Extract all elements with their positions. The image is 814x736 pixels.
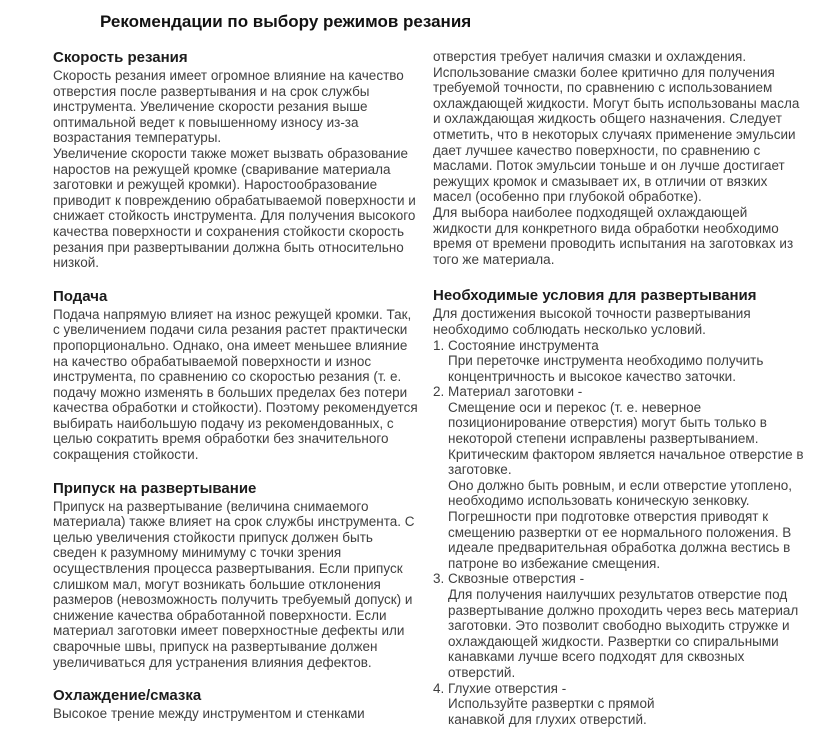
- paragraph: Для достижения высокой точности развертывания необходимо соблюдать несколько условий.: [433, 306, 751, 337]
- paragraph: При переточке инструмента необходимо получить концентричность и высокое качество заточки.: [448, 353, 764, 384]
- right-column: [433, 49, 806, 727]
- paragraph: Глухие отверстия -: [448, 680, 567, 696]
- left-column: [53, 49, 420, 722]
- paragraph: отверстия требует наличия смазки и охлаждения. Использование смазки более критично для получения требуемой точности, по сравнению с использованием охлаждающей жидкости. Могут быть использованы масла и охлаждающая жидкость общего назначения. Следует отметить, что в некоторых случаях применение эмульсии дает лучшее качество поверхности, по сравнению с маслами. Поток эмульсии тоньше и он лучше достигает режущих кромок и смазывает их, в отличии от вязких масел (особенно при глубокой обработке).: [433, 49, 800, 205]
- paragraph: Оно должно быть ровным, и если отверстие утоплено, необходимо использовать коническую зенковку. Погрешности при подготовке отверстия приводят к смещению развертки от ее нормального положения. В идеале предварительная обработка должна вестись в патроне во избежание смещения.: [448, 477, 793, 571]
- section-cooling-lubrication: [53, 687, 420, 722]
- list-item: [433, 384, 806, 571]
- list-number: 1.: [433, 337, 445, 353]
- paragraph: Для выбора наиболее подходящей охлаждающей жидкости для конкретного вида обработки необходимо время от времени проводить испытания на заготовках из того же материала.: [433, 204, 794, 267]
- section-heading: Подача: [53, 287, 108, 305]
- list-item: [433, 571, 806, 680]
- paragraph: Сквозные отверстия -: [448, 571, 585, 587]
- section-heading: Охлаждение/смазка: [53, 687, 202, 705]
- list-number: 3.: [433, 571, 445, 587]
- paragraph: Используйте развертки с прямой: [448, 696, 655, 712]
- paragraph: Скорость резания имеет огромное влияние на качество отверстия после развертывания и на срок службы инструмента. Увеличение скорости резания выше оптимальной ведет к повышенному износу из-за возрастания температуры.: [53, 68, 404, 146]
- section-cutting-speed: [53, 49, 420, 271]
- paragraph: Высокое трение между инструментом и стенками: [53, 706, 365, 722]
- paragraph: Подача напрямую влияет на износ режущей кромки. Так, с увеличением подачи сила резания растет практически пропорционально. Однако, она имеет меньшее влияние на качество обрабатываемой поверхности и износ инструмента, по сравнению со скоростью резания (т. е. подачу можно изменять в больших пределах без потери качества обработки и стойкости). Поэтому рекомендуется выбирать наибольшую подачу из рекомендованных, с целью сократить время обработки без значительного сокращения стойкости.: [53, 306, 418, 463]
- paragraph: канавкой для глухих отверстий.: [448, 711, 647, 727]
- paragraph: Увеличение скорости также может вызвать образование наростов на режущей кромке (сваривание материала заготовки и режущей кромки). Наростообразование приводит к повреждению обрабатываемой поверхности и снижает стойкость инструмента. Для получения высокого качества поверхности и сохранения стойкости скорость резания при развертывании должна быть относительно низкой.: [53, 145, 416, 271]
- section-reaming-allowance: [53, 480, 420, 671]
- section-reaming-conditions: [433, 287, 806, 727]
- paragraph: Припуск на развертывание (величина снимаемого материала) также влияет на срок службы инструмента. С целью увеличения стойкости припуск должен быть сведен к разумному минимуму с точки зрения осуществления процесса развертывания. Если припуск слишком мал, могут возникать большие отклонения размеров (невозможность получить требуемый допуск) и снижение качества обработанной поверхности. Если материал заготовки имеет поверхностные дефекты или сварочные швы, припуск на развертывание должен увеличиваться для устранения влияния дефектов.: [53, 498, 415, 670]
- paragraph: Состояние инструмента: [448, 337, 599, 353]
- list-item: [433, 681, 806, 728]
- list-item: [433, 338, 806, 385]
- paragraph: Материал заготовки -: [448, 384, 583, 400]
- page-title: Рекомендации по выбору режимов резания: [100, 12, 472, 31]
- paragraph: Для получения наилучших результатов отверстие под развертывание должно проходить через весь материал заготовки. Это позволит свободно выходить стружке и охлаждающей жидкости. Развертки со спиральными канавками лучше всего подходят для сквозных отверстий.: [448, 587, 799, 680]
- section-heading: Необходимые условия для развертывания: [433, 287, 757, 305]
- two-column-layout: [53, 49, 808, 727]
- paragraph: Смещение оси и перекос (т. е. неверное позиционирование отверстия) могут быть только в некоторой степени исправлены развертыванием. Критическим фактором является начальное отверстие в заготовке.: [448, 399, 804, 478]
- section-feed: [53, 288, 420, 463]
- list-number: 2.: [433, 384, 445, 400]
- section-heading: Скорость резания: [53, 49, 188, 66]
- list-number: 4.: [433, 680, 445, 696]
- section-heading: Припуск на развертывание: [53, 479, 257, 497]
